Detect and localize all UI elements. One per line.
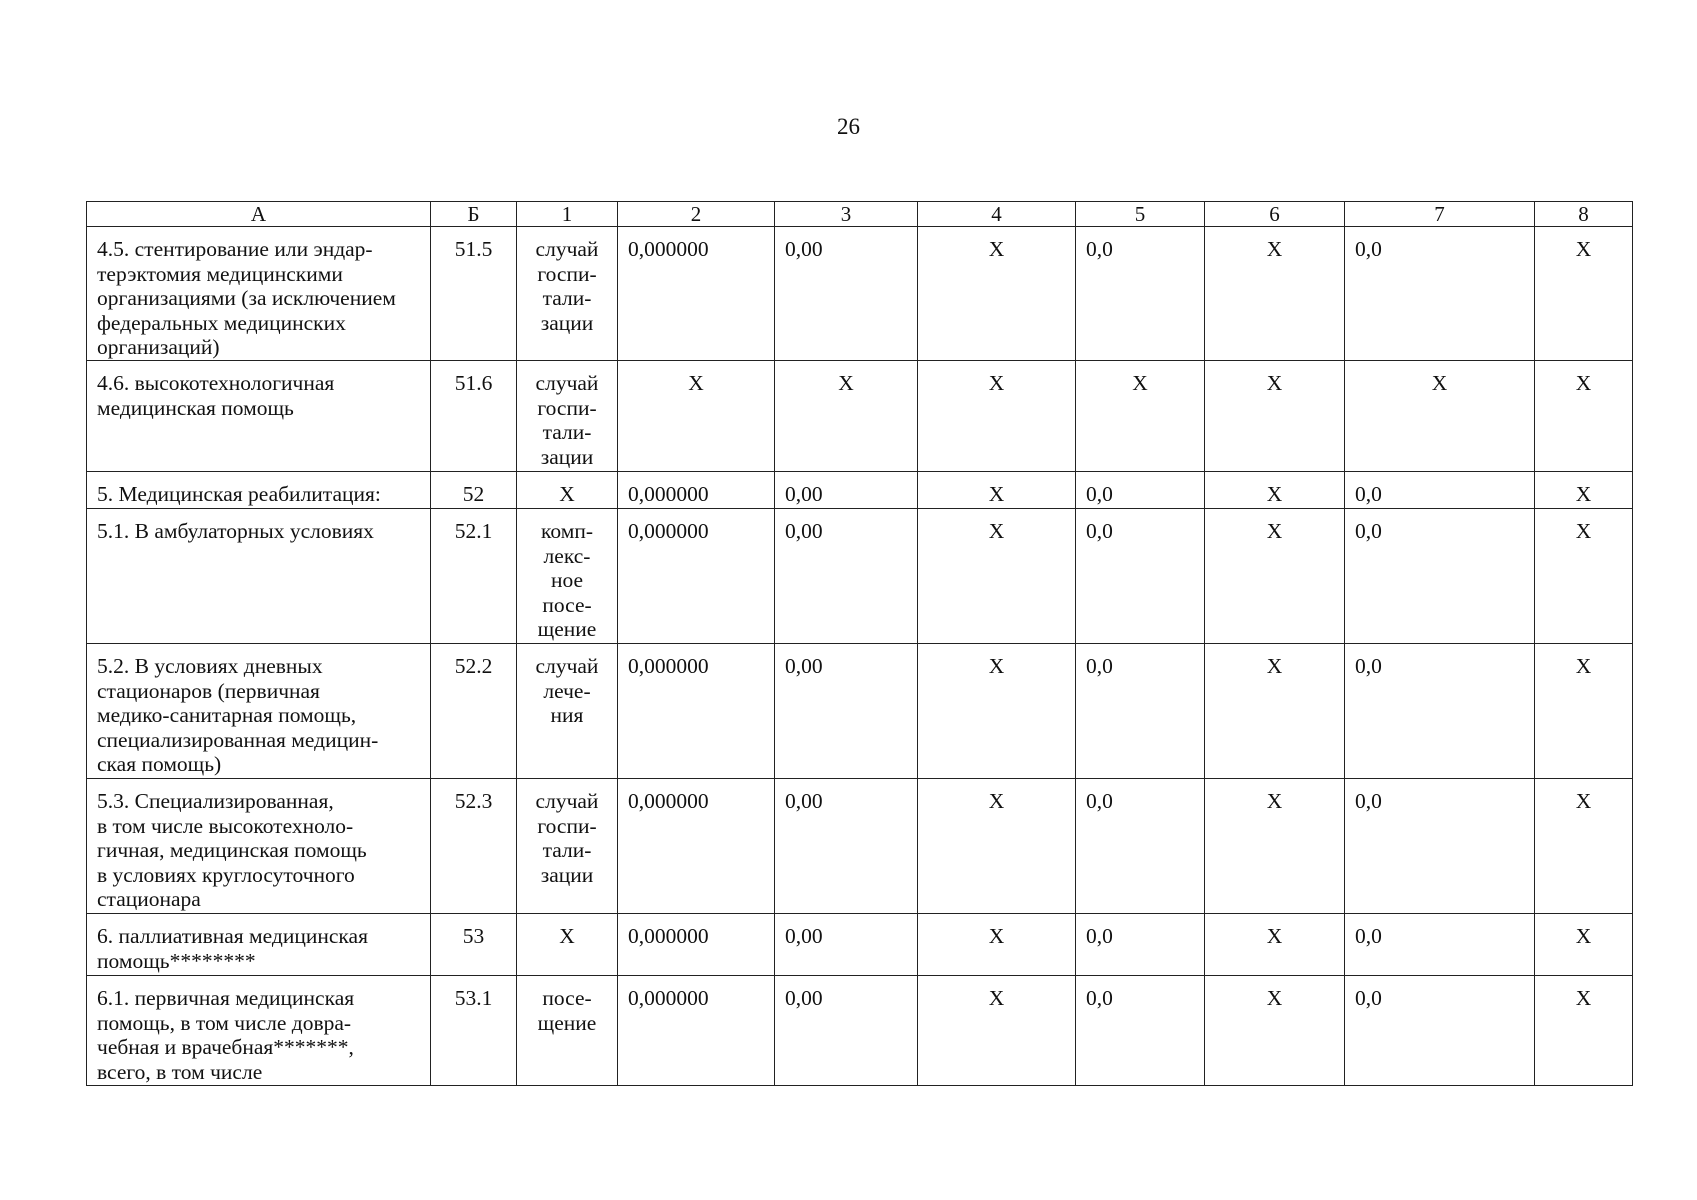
table-row — [87, 779, 1633, 914]
row-unit: случай госпи- тали- зации — [535, 789, 599, 887]
row-col-2: 0,000000 — [618, 227, 775, 361]
row-unit-cell — [517, 509, 618, 644]
row-code: 52.3 — [454, 789, 493, 813]
row-col-8: X — [1535, 779, 1633, 914]
row-col-5: 0,0 — [1076, 779, 1205, 914]
row-name-cell — [87, 509, 431, 644]
table-row — [87, 227, 1633, 361]
header-col-7: 7 — [1345, 202, 1535, 227]
row-col-8: X — [1535, 976, 1633, 1086]
row-col-4: X — [918, 227, 1076, 361]
row-col-7: 0,0 — [1345, 509, 1535, 644]
row-col-5: 0,0 — [1076, 976, 1205, 1086]
row-col-6: X — [1205, 509, 1345, 644]
row-col-7: X — [1345, 361, 1535, 472]
row-col-7: 0,0 — [1345, 227, 1535, 361]
row-code: 52.2 — [454, 654, 493, 678]
row-unit: посе- щение — [537, 986, 597, 1035]
row-col-3: 0,00 — [775, 472, 918, 509]
row-col-5: X — [1076, 361, 1205, 472]
row-col-7: 0,0 — [1345, 779, 1535, 914]
row-col-2: 0,000000 — [618, 509, 775, 644]
row-code-cell — [431, 644, 517, 779]
row-col-4: X — [918, 509, 1076, 644]
row-col-5: 0,0 — [1076, 509, 1205, 644]
row-col-6: X — [1205, 914, 1345, 976]
row-code-cell — [431, 976, 517, 1086]
row-unit-cell — [517, 361, 618, 472]
row-col-2: 0,000000 — [618, 914, 775, 976]
row-code: 52.1 — [454, 519, 493, 543]
row-col-2: 0,000000 — [618, 472, 775, 509]
page-number: 26 — [837, 114, 860, 139]
header-col-5: 5 — [1076, 202, 1205, 227]
row-unit-cell — [517, 976, 618, 1086]
row-name: 5.3. Специализированная, в том числе высокотехноло- гичная, медицинская помощь в условиях круглосуточного стационара — [97, 789, 367, 911]
table-row — [87, 976, 1633, 1086]
header-col-2: 2 — [618, 202, 775, 227]
row-name-cell — [87, 472, 431, 509]
row-col-3: 0,00 — [775, 976, 918, 1086]
row-col-5: 0,0 — [1076, 227, 1205, 361]
header-col-3: 3 — [775, 202, 918, 227]
row-name-cell — [87, 227, 431, 361]
row-col-2: X — [618, 361, 775, 472]
header-col-6: 6 — [1205, 202, 1345, 227]
row-col-4: X — [918, 779, 1076, 914]
table-row — [87, 472, 1633, 509]
row-col-6: X — [1205, 976, 1345, 1086]
row-code: 51.5 — [454, 237, 493, 261]
table-row — [87, 361, 1633, 472]
row-name-cell — [87, 914, 431, 976]
row-col-4: X — [918, 976, 1076, 1086]
row-code-cell — [431, 361, 517, 472]
row-col-4: X — [918, 472, 1076, 509]
row-unit: случай госпи- тали- зации — [535, 371, 599, 469]
table-row — [87, 644, 1633, 779]
row-col-8: X — [1535, 472, 1633, 509]
row-code-cell — [431, 509, 517, 644]
row-col-6: X — [1205, 472, 1345, 509]
row-col-5: 0,0 — [1076, 914, 1205, 976]
row-unit: комп- лекс- ное посе- щение — [537, 519, 597, 641]
header-col-8: 8 — [1535, 202, 1633, 227]
row-code-cell — [431, 914, 517, 976]
row-name: 4.5. стентирование или эндар- терэктомия медицинскими организациями (за исключением федеральных медицинских организаций) — [97, 237, 396, 359]
row-unit: X — [559, 482, 575, 506]
data-table — [86, 201, 1633, 1086]
row-col-3: 0,00 — [775, 509, 918, 644]
row-col-2: 0,000000 — [618, 779, 775, 914]
header-col-4: 4 — [918, 202, 1076, 227]
row-col-3: 0,00 — [775, 914, 918, 976]
row-col-3: X — [775, 361, 918, 472]
row-col-8: X — [1535, 914, 1633, 976]
row-name: 5. Медицинская реабилитация: — [97, 482, 381, 506]
row-code: 53.1 — [454, 986, 493, 1010]
row-col-8: X — [1535, 227, 1633, 361]
row-unit-cell — [517, 472, 618, 509]
row-col-6: X — [1205, 361, 1345, 472]
row-code-cell — [431, 227, 517, 361]
row-unit: случай лече- ния — [535, 654, 599, 727]
row-col-7: 0,0 — [1345, 472, 1535, 509]
row-col-7: 0,0 — [1345, 976, 1535, 1086]
header-col-a: А — [87, 202, 431, 227]
header-col-1: 1 — [517, 202, 618, 227]
row-code-cell — [431, 472, 517, 509]
row-name: 6. паллиативная медицинская помощь******** — [97, 924, 368, 973]
row-col-8: X — [1535, 644, 1633, 779]
row-name: 6.1. первичная медицинская помощь, в том числе довра- чебная и врачебная*******, всего, в том числе — [97, 986, 355, 1084]
row-col-3: 0,00 — [775, 779, 918, 914]
row-col-5: 0,0 — [1076, 472, 1205, 509]
row-col-7: 0,0 — [1345, 914, 1535, 976]
row-name-cell — [87, 976, 431, 1086]
row-name-cell — [87, 361, 431, 472]
row-col-3: 0,00 — [775, 227, 918, 361]
row-col-4: X — [918, 361, 1076, 472]
row-col-6: X — [1205, 227, 1345, 361]
table-row — [87, 509, 1633, 644]
row-unit-cell — [517, 644, 618, 779]
row-col-7: 0,0 — [1345, 644, 1535, 779]
row-col-8: X — [1535, 509, 1633, 644]
row-col-5: 0,0 — [1076, 644, 1205, 779]
row-unit-cell — [517, 779, 618, 914]
row-col-6: X — [1205, 644, 1345, 779]
row-unit: X — [559, 924, 575, 948]
row-name: 5.1. В амбулаторных условиях — [97, 519, 374, 543]
row-col-4: X — [918, 644, 1076, 779]
row-col-2: 0,000000 — [618, 644, 775, 779]
table-row — [87, 914, 1633, 976]
row-code: 53 — [462, 924, 485, 948]
row-col-6: X — [1205, 779, 1345, 914]
row-unit-cell — [517, 227, 618, 361]
row-col-2: 0,000000 — [618, 976, 775, 1086]
row-col-4: X — [918, 914, 1076, 976]
row-col-8: X — [1535, 361, 1633, 472]
table-header-row — [87, 202, 1633, 227]
header-col-b: Б — [431, 202, 517, 227]
row-name: 5.2. В условиях дневных стационаров (первичная медико-санитарная помощь, специализированная медицин- ская помощь) — [97, 654, 379, 776]
row-code: 51.6 — [454, 371, 493, 395]
row-name-cell — [87, 779, 431, 914]
row-unit-cell — [517, 914, 618, 976]
row-code: 52 — [462, 482, 485, 506]
row-col-3: 0,00 — [775, 644, 918, 779]
row-code-cell — [431, 779, 517, 914]
row-unit: случай госпи- тали- зации — [535, 237, 599, 335]
row-name: 4.6. высокотехнологичная медицинская помощь — [97, 371, 335, 420]
row-name-cell — [87, 644, 431, 779]
